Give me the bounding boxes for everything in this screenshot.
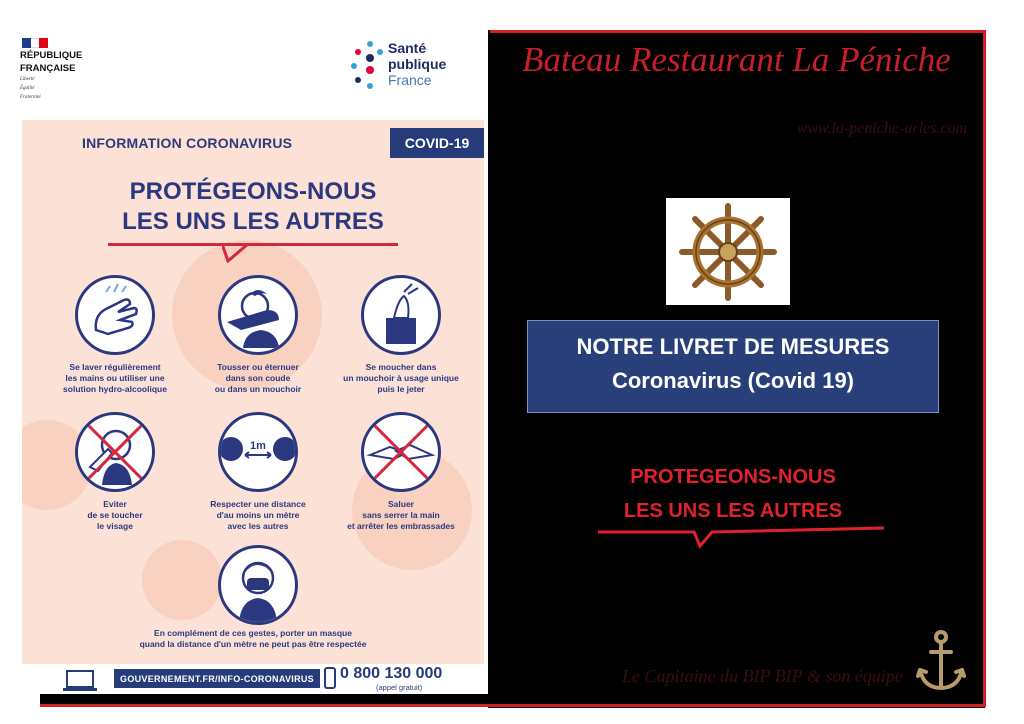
svg-text:1m: 1m [250,440,266,452]
gesture-caption: Saluer sans serrer la main et arrêter les embrassades [347,499,455,531]
anchor-icon [916,630,966,692]
frame-border-top [490,30,986,33]
republique-name-2: FRANÇAISE [20,63,76,74]
info-url[interactable]: GOUVERNEMENT.FR/INFO-CORONAVIRUS [114,669,320,688]
no-handshake-icon [361,412,441,492]
proteg-line1: PROTEGEONS-NOUS [630,466,836,488]
cough-elbow-icon [218,275,298,355]
no-face-touch-icon [75,412,155,492]
headline-line1: PROTÉGEONS-NOUS [129,178,377,205]
republique-motto-3: Fraternité [20,95,41,100]
livret-line1: NOTRE LIVRET DE MESURES [576,334,890,359]
republique-name-1: RÉPUBLIQUE [20,50,83,61]
gesture-caption: Respecter une distance d'au moins un mètre avec les autres [210,499,306,531]
restaurant-url[interactable]: www.la-peniche-arles.com [796,120,967,137]
sante-publique-line1: Santé [388,40,427,56]
sante-publique-logo [348,38,458,98]
restaurant-title: Bateau Restaurant La Péniche [522,40,951,79]
info-title: INFORMATION CORONAVIRUS [82,135,293,151]
mask-face-icon [218,545,298,625]
frame-border-right [983,30,986,706]
livret-box [527,320,939,413]
laptop-icon [62,670,98,692]
poster-body [22,120,484,694]
gesture-caption: Se moucher dans un mouchoir à usage unique puis le jeter [343,362,459,394]
covid-badge: COVID-19 [390,128,484,158]
sante-publique-line3: France [388,72,432,88]
virus-decoration [142,540,222,620]
headline-underline [108,243,398,246]
republique-francaise-logo [20,38,82,101]
frame-border-bottom [40,704,986,707]
french-flag-icon [22,38,48,48]
gesture-caption: Eviter de se toucher le visage [87,499,143,531]
signature: Le Capitaine du BIP BIP & son équipe [622,666,903,686]
covid-poster [16,30,490,694]
proteg-line2: LES UNS LES AUTRES [623,500,843,522]
livret-line2: Coronavirus (Covid 19) [611,368,855,393]
gesture-caption: Se laver régulièrement les mains ou utiliser une solution hydro-alcoolique [63,362,167,394]
restaurant-panel [488,30,985,708]
gesture-caption: Tousser ou éternuer dans son coude ou dans un mouchoir [214,362,302,394]
tissue-icon [361,275,441,355]
phone-number[interactable]: 0 800 130 000 [340,665,443,682]
contact-bar [22,664,484,694]
republique-motto-1: Liberté [20,77,35,82]
proteg-speech-line [596,526,886,550]
sante-publique-line2: publique [388,56,447,72]
phone-note: (appel gratuit) [376,683,423,692]
republique-motto-2: Égalité [20,86,35,91]
distance-icon [218,412,298,492]
speech-tail-icon [222,243,252,263]
headline-line2: LES UNS LES AUTRES [122,208,384,235]
phone-icon [324,667,336,689]
hand-washing-icon [75,275,155,355]
ship-wheel-icon [666,198,790,305]
mask-caption: En complément de ces gestes, porter un masque quand la distance d'un mètre ne peut pas être respectée [139,628,367,649]
sante-publique-dots-icon [348,38,388,94]
